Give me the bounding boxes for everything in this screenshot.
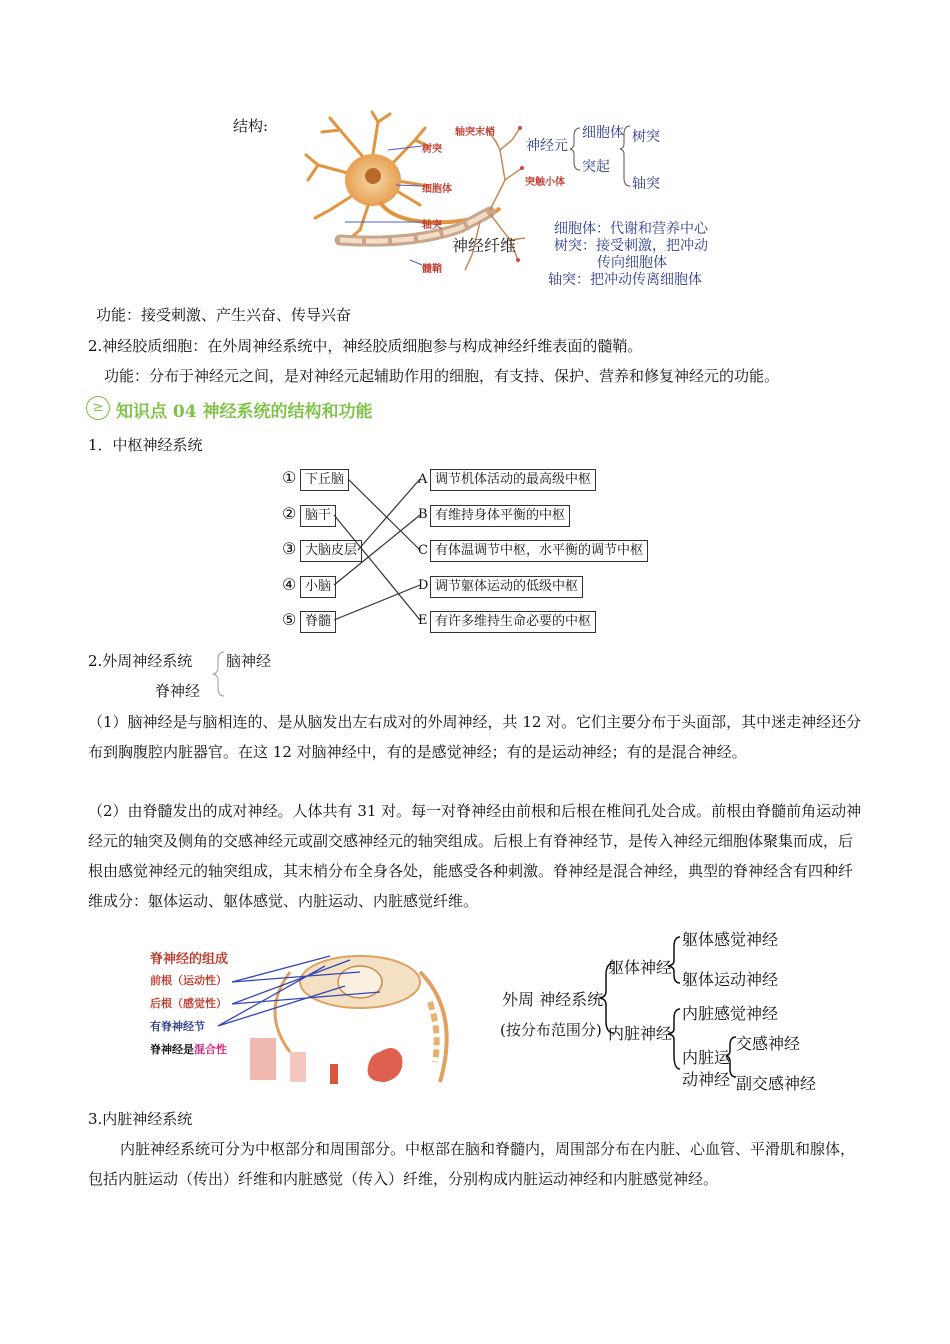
cns-num-1: ① bbox=[282, 468, 297, 487]
pns-title: 2.外周神经系统 bbox=[88, 652, 193, 670]
tree-visceral-sensory: 内脏感觉神经 bbox=[682, 1004, 779, 1023]
tree-somatic: 躯体神经 bbox=[608, 958, 673, 977]
spinal-fig-ganglion: 有脊神经节 bbox=[150, 1020, 205, 1033]
neuron-function: 功能：接受刺激、产生兴奋、传导兴奋 bbox=[96, 306, 352, 324]
note-cell-body: 细胞体：代谢和营养中心 bbox=[554, 221, 708, 237]
tree-pns-criterion: (按分布范围分) bbox=[500, 1021, 602, 1039]
pns-paragraph-2: （2）由脊髓发出的成对神经。人体共有 31 对。每一对脊神经由前根和后根在椎间孔处合成。前根由脊髓前角运动神经元的轴突及侧角的交感神经元或副交感神经元的轴突组成。后根上有脊神经节，是传入神经元细胞体聚集而成，后根由感觉神经元的轴突组成，其末梢分布全身各处，能感受各种刺激。脊神经是混合神经，典型的脊神经含有四种纤维成分：躯体运动、躯体感觉、内脏运动、内脏感觉纤维。 bbox=[88, 802, 862, 910]
tree-somatic-sensory: 躯体感觉神经 bbox=[682, 930, 779, 949]
cns-item-brainstem: 脑干 bbox=[300, 505, 336, 527]
spinal-fig-posterior-root: 后根（感觉性） bbox=[150, 997, 227, 1010]
ans-heading: 3.内脏神经系统 bbox=[88, 1110, 193, 1128]
cns-item-cerebellum: 小脑 bbox=[300, 576, 336, 598]
cns-item-hypothalamus: 下丘脑 bbox=[300, 469, 349, 491]
cns-function-a: 调节机体活动的最高级中枢 bbox=[430, 469, 596, 491]
pns-classification-tree bbox=[500, 925, 820, 1095]
tree-parasympathetic: 副交感神经 bbox=[736, 1074, 817, 1093]
cns-letter-e: E bbox=[418, 613, 428, 628]
cns-num-5: ⑤ bbox=[282, 610, 297, 629]
spinal-fig-mixed bbox=[150, 1041, 227, 1057]
tree-pns-root: 外周 神经系统 bbox=[502, 990, 604, 1009]
knowledge-point-icon: ≥ bbox=[86, 396, 110, 420]
pns-paragraph-1: （1）脑神经是与脑相连的、是从脑发出左右成对的外周神经，共 12 对。它们主要分布于头面部，其中迷走神经还分布到胸腹腔内脏器官。在这 12 对脑神经中，有的是感觉神经；有的是运动神经；有的是混合神经。 bbox=[88, 713, 862, 761]
cns-letter-b: B bbox=[418, 507, 428, 522]
glia-function: 功能：分布于神经元之间，是对神经元起辅助作用的细胞，有支持、保护、营养和修复神经元的功能。 bbox=[104, 367, 780, 385]
cns-heading: 1．中枢神经系统 bbox=[88, 436, 203, 454]
cns-function-c: 有体温调节中枢，水平衡的调节中枢 bbox=[430, 540, 648, 562]
spinal-fig-anterior-root: 前根（运动性） bbox=[150, 974, 227, 987]
tree-visceral-motor-2: 动神经 bbox=[682, 1070, 731, 1089]
cns-item-spinal-cord: 脊髓 bbox=[300, 611, 336, 633]
structure-label: 结构: bbox=[233, 117, 269, 135]
label-synaptic-knob: 突触小体 bbox=[525, 177, 565, 188]
tree-cell-body: 细胞体 bbox=[582, 125, 624, 141]
note-dendrite-cont: 传向细胞体 bbox=[597, 255, 667, 271]
spinal-fig-title: 脊神经的组成 bbox=[150, 952, 229, 967]
cns-item-cortex: 大脑皮层 bbox=[300, 540, 362, 562]
label-axon: 轴突 bbox=[422, 220, 442, 231]
glia-title: 2.神经胶质细胞：在外周神经系统中，神经胶质细胞参与构成神经纤维表面的髓鞘。 bbox=[88, 337, 643, 355]
label-cell-body: 细胞体 bbox=[422, 184, 452, 195]
ans-paragraph: 内脏神经系统可分为中枢部分和周围部分。中枢部在脑和脊髓内，周围部分布在内脏、心血管、平滑肌和腺体，包括内脏运动（传出）纤维和内脏感觉（传入）纤维，分别构成内脏运动神经和内脏感觉神经。 bbox=[88, 1140, 856, 1188]
pns-branch-cranial: 脑神经 bbox=[226, 652, 272, 670]
tree-visceral: 内脏神经 bbox=[608, 1024, 673, 1043]
label-myelin: 髓鞘 bbox=[422, 264, 442, 275]
spinal-nerve-figure bbox=[140, 942, 470, 1090]
cns-function-d: 调节躯体运动的低级中枢 bbox=[430, 576, 583, 598]
tree-process: 突起 bbox=[582, 159, 610, 175]
tree-somatic-motor: 躯体运动神经 bbox=[682, 970, 779, 989]
note-dendrite: 树突：接受刺激，把冲动 bbox=[554, 238, 708, 254]
pns-branch-spinal: 脊神经 bbox=[155, 682, 201, 700]
cns-function-b: 有维持身体平衡的中枢 bbox=[430, 505, 570, 527]
tree-root-neuron: 神经元 bbox=[526, 138, 568, 154]
cns-letter-c: C bbox=[418, 543, 428, 558]
neuron-illustration bbox=[300, 110, 540, 285]
cns-num-2: ② bbox=[282, 504, 297, 523]
cns-num-3: ③ bbox=[282, 539, 297, 558]
label-dendrite: 树突 bbox=[422, 144, 442, 155]
note-axon: 轴突：把冲动传离细胞体 bbox=[548, 272, 702, 288]
tree-axon: 轴突 bbox=[632, 176, 660, 192]
label-nerve-fiber: 神经纤维 bbox=[452, 236, 517, 255]
knowledge-point-title: 知识点 04 神经系统的结构和功能 bbox=[116, 402, 373, 422]
tree-sympathetic: 交感神经 bbox=[736, 1034, 801, 1053]
cns-function-e: 有许多维持生命必要的中枢 bbox=[430, 611, 596, 633]
spinal-fig-mixed-prefix: 脊神经是 bbox=[150, 1043, 194, 1056]
tree-dendrite: 树突 bbox=[632, 129, 660, 145]
spinal-fig-mixed-word: 混合性 bbox=[194, 1043, 227, 1056]
tree-visceral-motor-1: 内脏运 bbox=[682, 1048, 731, 1067]
cns-match-lines bbox=[330, 465, 430, 635]
cns-letter-d: D bbox=[418, 578, 429, 593]
label-axon-terminal: 轴突末梢 bbox=[455, 127, 495, 138]
cns-num-4: ④ bbox=[282, 575, 297, 594]
cns-letter-a: A bbox=[418, 472, 428, 487]
